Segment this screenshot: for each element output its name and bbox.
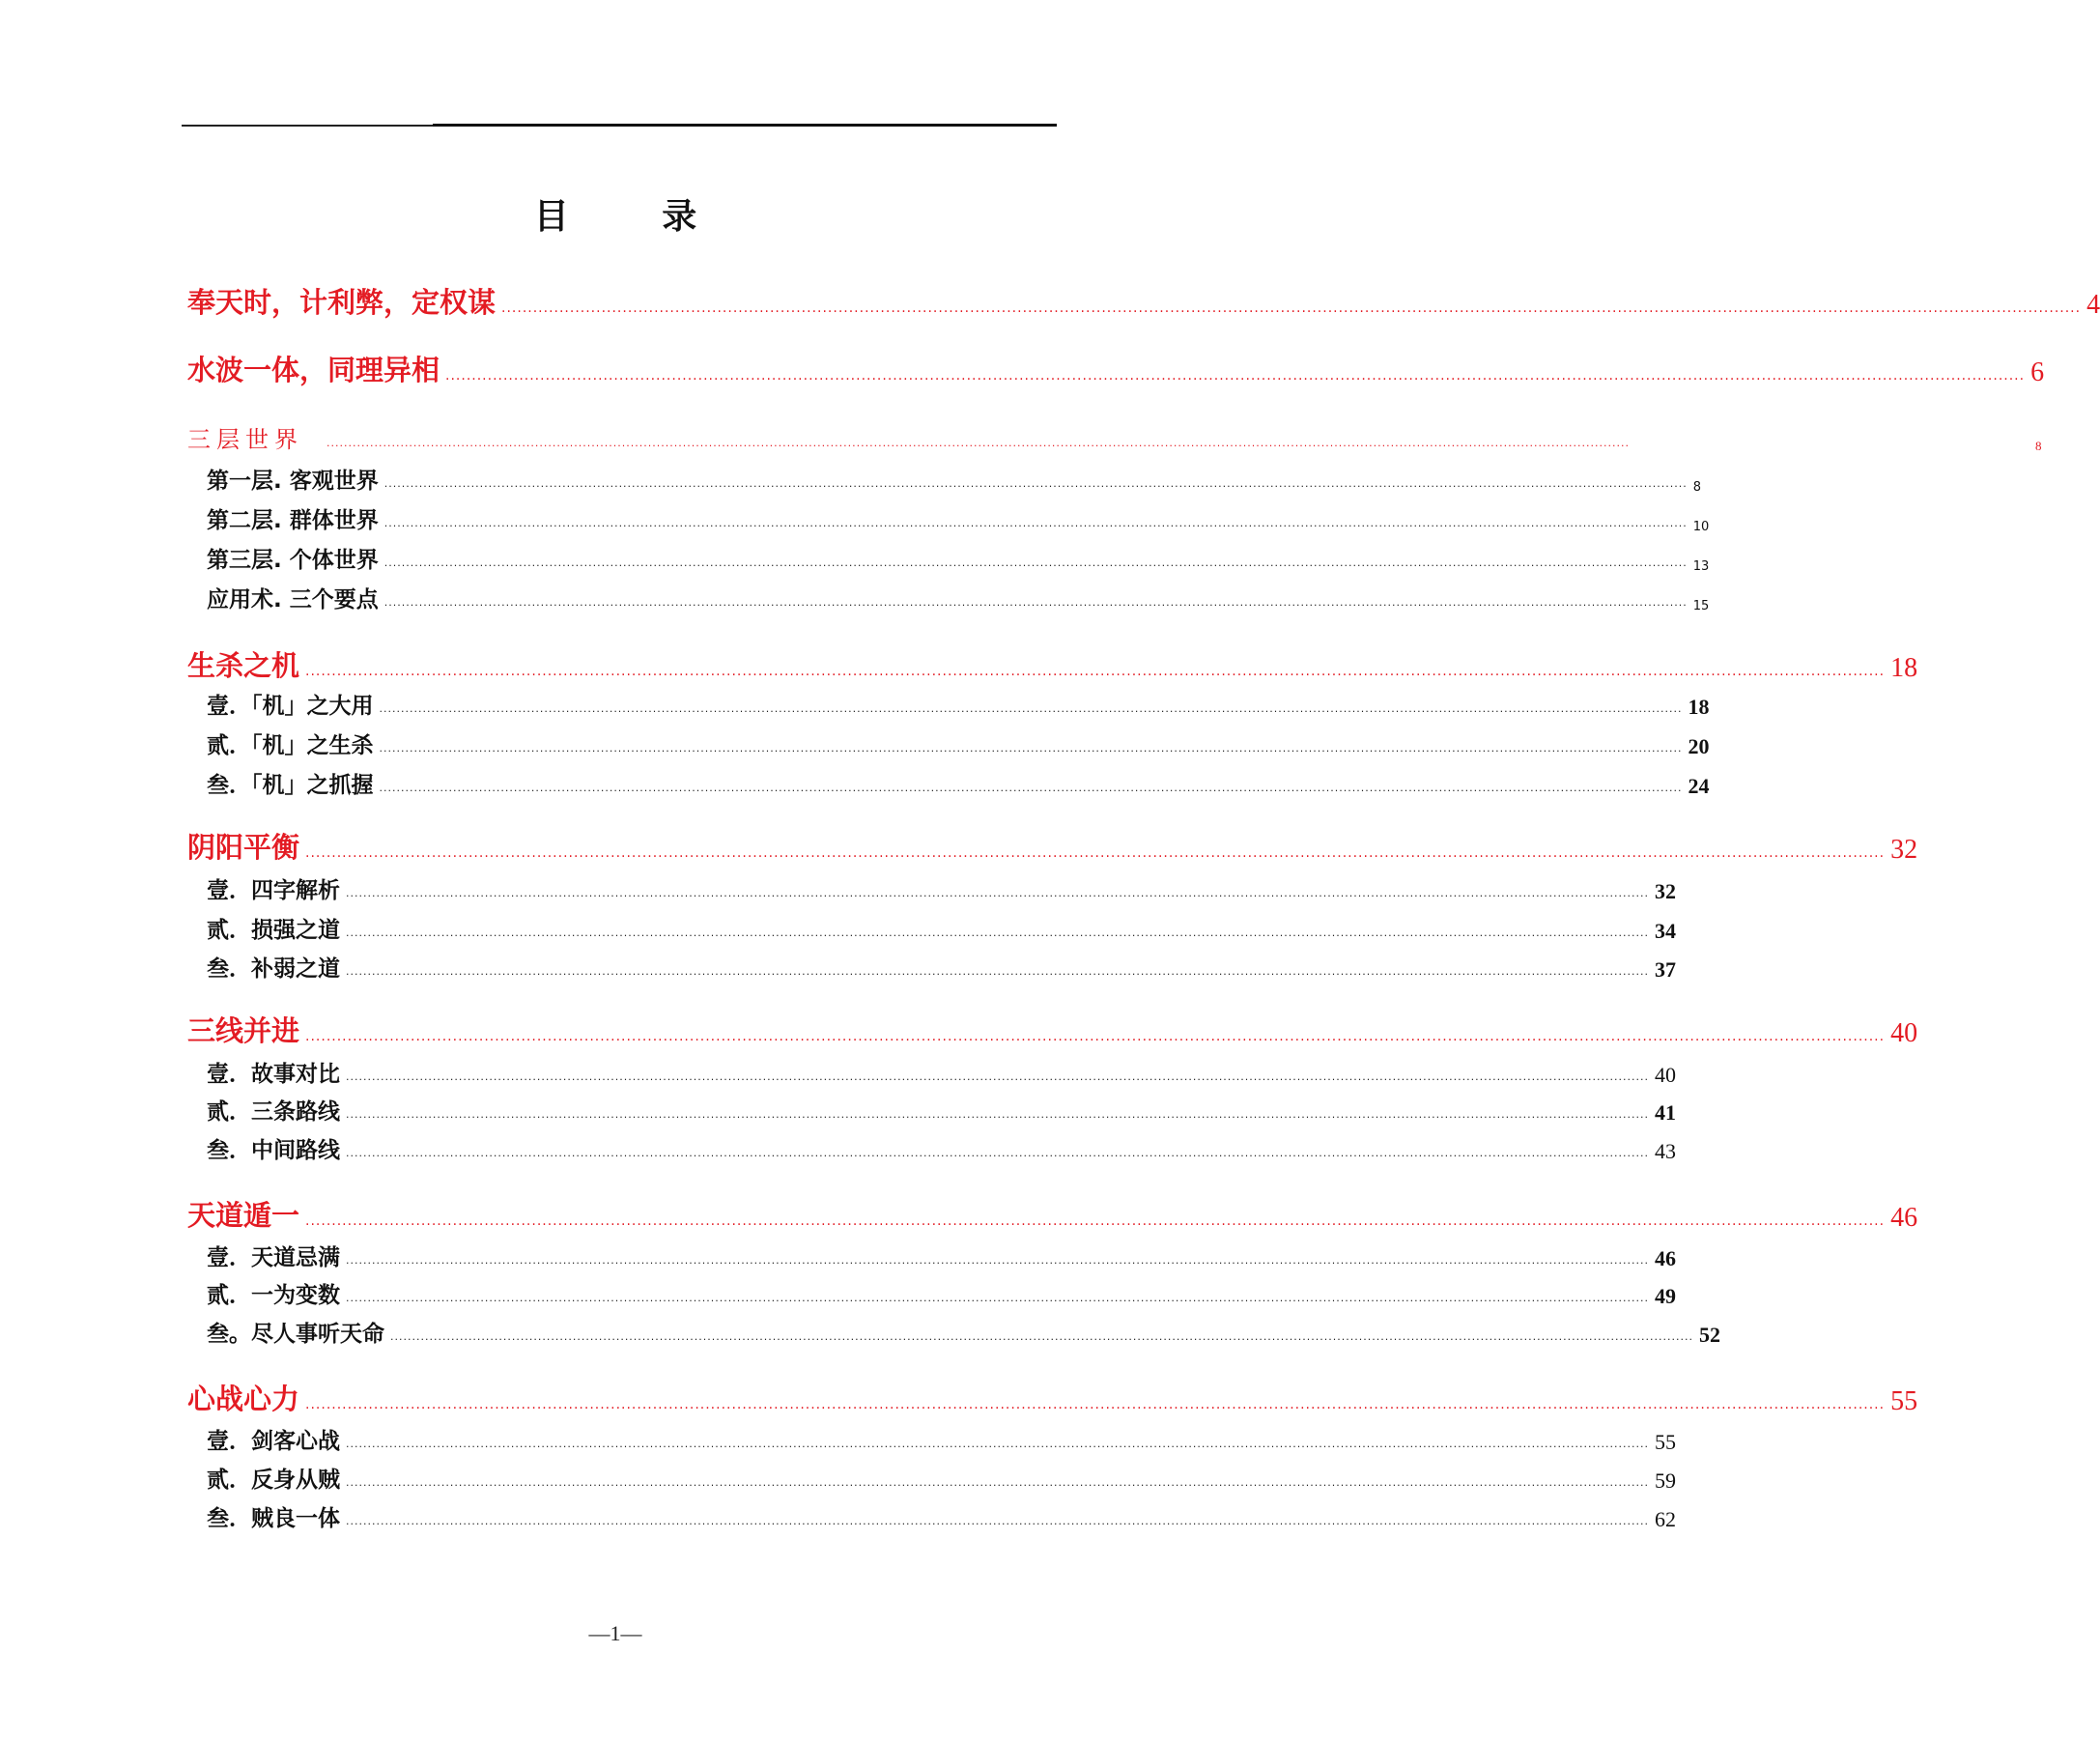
toc-page-number: 62	[1654, 1507, 1676, 1531]
toc-label: 叁．中间路线	[207, 1138, 340, 1163]
toc-leader: ............................................................................................................................................................................................................................................................................................................	[305, 1397, 1886, 1412]
toc-leader: ............................................................................................................................................................................................................................................................................................................	[379, 742, 1683, 755]
toc-leader: ............................................................................................................................................................................................................................................................................................................	[346, 1254, 1649, 1267]
toc-page-number: 52	[1698, 1323, 1720, 1347]
toc-label: 叁．补弱之道	[207, 956, 340, 982]
toc-page-number: 24	[1688, 774, 1710, 798]
toc-subsection[interactable]	[207, 1319, 1720, 1348]
toc-label: 水波一体，同理异相	[187, 354, 440, 386]
toc-page-number: 18	[1890, 653, 1918, 683]
toc-leader: ............................................................................................................................................................................................................................................................................................................	[305, 664, 1886, 679]
toc-label: 壹．故事对比	[207, 1062, 340, 1087]
toc-label: 贰．损强之道	[207, 918, 340, 943]
toc-label: 应用术. 三个要点	[207, 587, 379, 613]
toc-leader: ............................................................................................................................................................................................................................................................................................................	[346, 1515, 1649, 1527]
toc-page-number: 41	[1654, 1100, 1676, 1125]
toc-subsection[interactable]	[207, 1426, 1676, 1455]
toc-label: 贰．反身从贼	[207, 1468, 340, 1493]
toc-leader: ............................................................................................................................................................................................................................................................................................................	[326, 437, 1630, 449]
toc-page-number: 13	[1692, 559, 1710, 574]
toc-subsection[interactable]	[207, 730, 1710, 759]
toc-leader: ............................................................................................................................................................................................................................................................................................................	[379, 782, 1683, 794]
toc-leader: ............................................................................................................................................................................................................................................................................................................	[305, 845, 1886, 861]
toc-label: 天道遁一	[187, 1199, 300, 1232]
toc-chapter[interactable]	[187, 1379, 1918, 1417]
toc-subsection[interactable]	[207, 584, 1710, 613]
toc-subsection[interactable]	[207, 545, 1710, 574]
toc-leader: ............................................................................................................................................................................................................................................................................................................	[346, 887, 1649, 899]
toc-page-number: 8	[2034, 439, 2042, 453]
toc-label: 壹．四字解析	[207, 878, 340, 903]
toc-subsection[interactable]	[207, 1097, 1676, 1126]
toc-page-number: 32	[1890, 835, 1918, 865]
toc-page-number: 46	[1890, 1203, 1918, 1233]
toc-page-number: 37	[1654, 957, 1676, 982]
toc-page-number: 4	[2086, 290, 2100, 320]
page-title: 目 录	[533, 197, 738, 237]
toc-label: 贰．一为变数	[207, 1283, 340, 1308]
toc-label: 阴阳平衡	[187, 831, 300, 864]
toc-subsection[interactable]	[207, 1280, 1676, 1309]
toc-page-number: 32	[1654, 879, 1676, 903]
toc-label: 壹．天道忌满	[207, 1245, 340, 1270]
toc-label: 贰．「机」之生杀	[207, 733, 374, 758]
toc-subsection[interactable]	[207, 954, 1676, 983]
toc-page-number: 18	[1688, 695, 1710, 719]
toc-leader: ............................................................................................................................................................................................................................................................................................................	[346, 1147, 1649, 1159]
toc-page-number: 20	[1688, 734, 1710, 758]
toc-label: 生杀之机	[187, 649, 300, 682]
toc-leader: ............................................................................................................................................................................................................................................................................................................	[346, 965, 1649, 978]
toc-page-number: 34	[1654, 919, 1676, 943]
toc-chapter[interactable]	[187, 1011, 1918, 1049]
toc-subsection[interactable]	[207, 915, 1676, 944]
toc-subsection[interactable]	[207, 1242, 1676, 1271]
toc-leader: ............................................................................................................................................................................................................................................................................................................	[379, 702, 1683, 715]
toc-leader: ............................................................................................................................................................................................................................................................................................................	[305, 1029, 1886, 1044]
toc-chapter[interactable]	[187, 827, 1918, 866]
toc-leader: ............................................................................................................................................................................................................................................................................................................	[346, 927, 1649, 939]
toc-page-number: 15	[1692, 599, 1710, 613]
toc-label: 奉天时，计利弊，定权谋	[187, 286, 497, 319]
toc-leader: ............................................................................................................................................................................................................................................................................................................	[501, 300, 2082, 316]
toc-page-number: 55	[1890, 1386, 1918, 1416]
toc-label: 贰．三条路线	[207, 1099, 340, 1125]
toc-leader: ............................................................................................................................................................................................................................................................................................................	[346, 1292, 1649, 1304]
toc-section[interactable]	[187, 425, 2042, 454]
toc-leader: ............................................................................................................................................................................................................................................................................................................	[305, 1213, 1886, 1229]
toc-leader: ............................................................................................................................................................................................................................................................................................................	[390, 1330, 1693, 1343]
toc-chapter[interactable]	[187, 350, 2045, 388]
toc-subsection[interactable]	[207, 1503, 1676, 1532]
toc-leader: ............................................................................................................................................................................................................................................................................................................	[346, 1070, 1649, 1083]
toc-page-number: 8	[1692, 480, 1702, 495]
toc-leader: ............................................................................................................................................................................................................................................................................................................	[346, 1438, 1649, 1450]
toc-label: 第二层. 群体世界	[207, 508, 379, 533]
toc-label: 叁．贼良一体	[207, 1506, 340, 1531]
toc-label: 壹．剑客心战	[207, 1429, 340, 1454]
toc-chapter[interactable]	[187, 282, 2100, 321]
toc-subsection[interactable]	[207, 505, 1710, 534]
page-footer-number: —1—	[588, 1621, 642, 1645]
toc-subsection[interactable]	[207, 1059, 1676, 1088]
toc-page-number: 6	[2030, 357, 2045, 387]
toc-leader: ............................................................................................................................................................................................................................................................................................................	[445, 368, 2026, 384]
toc-page-number: 49	[1654, 1284, 1676, 1308]
toc-leader: ............................................................................................................................................................................................................................................................................................................	[383, 477, 1688, 490]
toc-label: 三层世界	[187, 426, 303, 453]
toc-label: 第一层. 客观世界	[207, 469, 379, 494]
toc-page-number: 55	[1654, 1430, 1676, 1454]
toc-label: 壹．「机」之大用	[207, 694, 374, 719]
toc-page-number: 43	[1654, 1139, 1676, 1163]
toc-label: 三线并进	[187, 1014, 300, 1047]
toc-subsection[interactable]	[207, 1135, 1676, 1164]
toc-leader: ............................................................................................................................................................................................................................................................................................................	[346, 1108, 1649, 1121]
toc-subsection[interactable]	[207, 875, 1676, 904]
toc-label: 心战心力	[187, 1383, 300, 1415]
toc-subsection[interactable]	[207, 1465, 1676, 1494]
toc-page-number: 46	[1654, 1246, 1676, 1270]
toc-subsection[interactable]	[207, 466, 1702, 495]
toc-leader: ............................................................................................................................................................................................................................................................................................................	[346, 1476, 1649, 1489]
toc-subsection[interactable]	[207, 691, 1710, 720]
toc-subsection[interactable]	[207, 770, 1710, 799]
toc-label: 叁。尽人事听天命	[207, 1322, 384, 1347]
toc-chapter[interactable]	[187, 645, 1918, 684]
toc-label: 叁．「机」之抓握	[207, 773, 374, 798]
toc-leader: ............................................................................................................................................................................................................................................................................................................	[383, 556, 1688, 569]
toc-page-number: 10	[1692, 520, 1710, 534]
toc-page-number: 40	[1890, 1018, 1918, 1048]
toc-label: 第三层. 个体世界	[207, 548, 379, 573]
toc-chapter[interactable]	[187, 1195, 1918, 1234]
toc-leader: ............................................................................................................................................................................................................................................................................................................	[383, 596, 1688, 609]
toc-page-number: 59	[1654, 1468, 1676, 1493]
toc-leader: ............................................................................................................................................................................................................................................................................................................	[383, 517, 1688, 529]
toc-page-number: 40	[1654, 1063, 1676, 1087]
